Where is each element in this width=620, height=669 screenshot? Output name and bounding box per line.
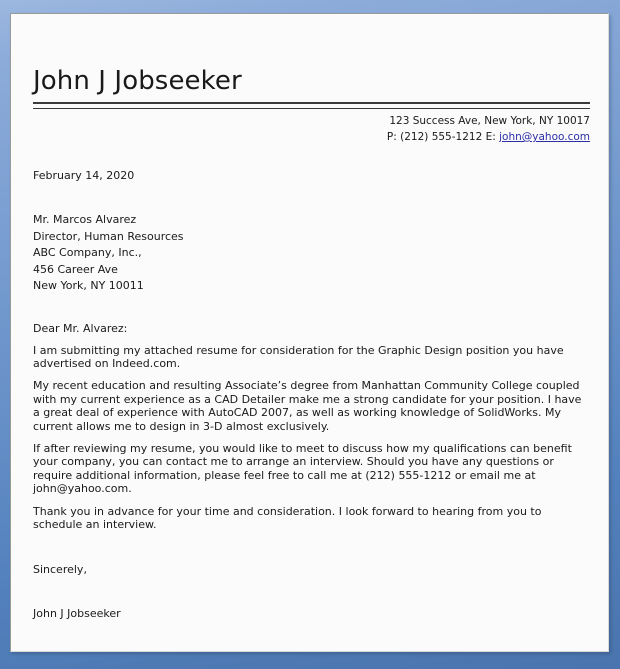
recipient-line: ABC Company, Inc., bbox=[33, 246, 142, 259]
sender-name: John J Jobseeker bbox=[33, 66, 242, 96]
recipient-line: Mr. Marcos Alvarez bbox=[33, 213, 137, 226]
contact-phone-label: P: (212) 555-1212 E: bbox=[386, 131, 496, 143]
letter-page bbox=[10, 13, 609, 652]
body-paragraph: If after reviewing my resume, you would like to meet to discuss how my qualifications can benefit your company, you can contact me to arrange an interview. Should you have any questions or require additional information, please feel free to call me at (212) 555-1212 or email me at john@yahoo.com. bbox=[33, 441, 572, 496]
recipient-line: Director, Human Resources bbox=[33, 229, 184, 243]
email-link[interactable]: john@yahoo.com bbox=[499, 131, 590, 143]
letter-date: February 14, 2020 bbox=[33, 169, 135, 182]
letterhead bbox=[33, 14, 590, 109]
body-paragraph: I am submitting my attached resume for consideration for the Graphic Design position you have advertised on Indeed.com. bbox=[33, 343, 564, 370]
body-paragraph: My recent education and resulting Associate’s degree from Manhattan Community College coupled with my current experience as a CAD Detailer make me a strong candidate for your position. I have a great deal of experience with AutoCAD 2007, as well as working knowledge of SolidWorks. My current allows me to design in 3-D almost exclusively. bbox=[33, 379, 582, 433]
contact-phone-email bbox=[33, 130, 590, 145]
body-paragraph: Thank you in advance for your time and consideration. I look forward to hearing from you to schedule an interview. bbox=[33, 504, 542, 531]
header-divider bbox=[33, 102, 590, 109]
recipient-line: 456 Career Ave bbox=[33, 262, 118, 276]
recipient-block bbox=[33, 212, 590, 295]
contact-block bbox=[33, 114, 590, 145]
closing: Sincerely, bbox=[33, 563, 87, 577]
contact-address: 123 Success Ave, New York, NY 10017 bbox=[389, 115, 590, 127]
recipient-line: New York, NY 10011 bbox=[33, 279, 144, 292]
signature-name: John J Jobseeker bbox=[33, 607, 121, 621]
salutation: Dear Mr. Alvarez: bbox=[33, 321, 128, 335]
